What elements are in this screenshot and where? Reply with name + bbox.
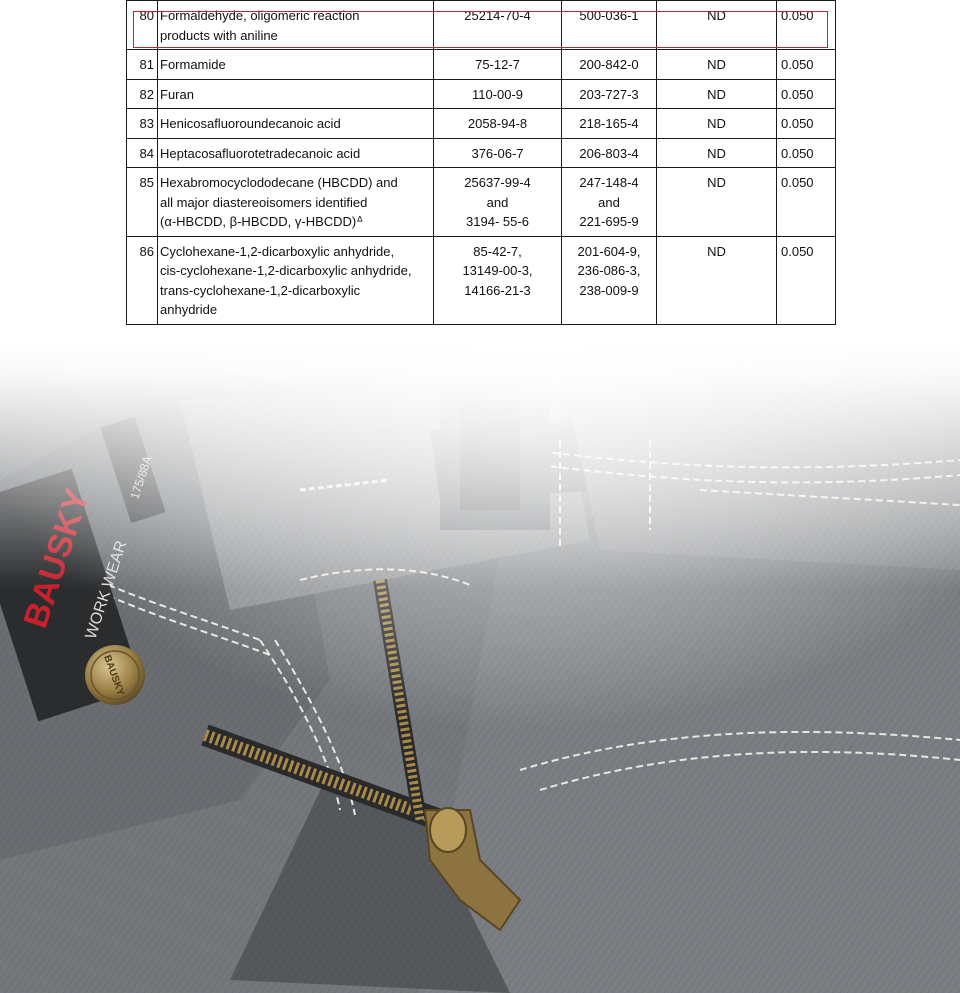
cas-number-line: 25637-99-4 <box>464 175 531 190</box>
ec-number <box>562 168 657 237</box>
table-row <box>127 1 836 50</box>
substance-name-line: Formamide <box>160 57 226 72</box>
substance-name-line: Formaldehyde, oligomeric reaction <box>160 8 360 23</box>
product-photo <box>0 340 960 993</box>
limit-value: 0.050 <box>777 168 836 237</box>
substance-name <box>158 236 434 324</box>
cas-number <box>434 1 562 50</box>
substance-name <box>158 168 434 237</box>
row-number: 85 <box>127 168 158 237</box>
substance-table <box>126 0 836 325</box>
limit-value: 0.050 <box>777 50 836 80</box>
ec-number-line: 247-148-4 <box>579 175 639 190</box>
table-row <box>127 79 836 109</box>
cas-number <box>434 79 562 109</box>
ec-number <box>562 79 657 109</box>
table-row <box>127 236 836 324</box>
ec-number-line: and <box>598 194 620 210</box>
limit-value: 0.050 <box>777 109 836 139</box>
substance-name-line: Hexabromocyclododecane (HBCDD) and <box>160 175 398 190</box>
substance-name <box>158 50 434 80</box>
limit-value: 0.050 <box>777 1 836 50</box>
substance-name <box>158 79 434 109</box>
test-result: ND <box>657 168 777 237</box>
limit-value: 0.050 <box>777 138 836 168</box>
row-number: 84 <box>127 138 158 168</box>
ec-number-line: 200-842-0 <box>579 57 639 72</box>
substance-name-line: cis-cyclohexane-1,2-dicarboxylic anhydride, <box>160 263 412 278</box>
ec-number-line: 218-165-4 <box>579 116 639 131</box>
cas-number <box>434 50 562 80</box>
substance-name-line: all major diastereoisomers identified <box>160 194 368 210</box>
substance-name-line: products with aniline <box>160 27 278 43</box>
table-row <box>127 109 836 139</box>
cas-number-line: 25214-70-4 <box>464 8 531 23</box>
test-result: ND <box>657 79 777 109</box>
ec-number <box>562 50 657 80</box>
ec-number <box>562 109 657 139</box>
test-result: ND <box>657 236 777 324</box>
ec-number-line: 221-695-9 <box>579 214 639 229</box>
test-result: ND <box>657 138 777 168</box>
ec-number <box>562 138 657 168</box>
cas-number-line: 3194- 55-6 <box>466 214 529 229</box>
substance-name-line: Heptacosafluorotetradecanoic acid <box>160 145 361 161</box>
cas-number <box>434 109 562 139</box>
ec-number-line: 238-009-9 <box>579 282 639 298</box>
cas-number-line: 376-06-7 <box>471 145 524 161</box>
ec-number <box>562 236 657 324</box>
limit-value: 0.050 <box>777 236 836 324</box>
substance-name-line: trans-cyclohexane-1,2-dicarboxylic <box>160 282 361 298</box>
row-number: 82 <box>127 79 158 109</box>
row-number: 83 <box>127 109 158 139</box>
substance-name-line: Furan <box>160 86 194 102</box>
cas-number-line: 13149-00-3, <box>462 263 533 278</box>
table-row <box>127 168 836 237</box>
test-result: ND <box>657 1 777 50</box>
ec-number-line: 500-036-1 <box>579 8 639 23</box>
ec-number-line: 203-727-3 <box>579 86 639 102</box>
substance-name-line: Cyclohexane-1,2-dicarboxylic anhydride, <box>160 243 395 259</box>
cas-number-line: 75-12-7 <box>475 57 520 72</box>
cas-number-line: 110-00-9 <box>471 86 524 102</box>
cas-number-line: 85-42-7, <box>473 243 522 259</box>
ec-number-line: 206-803-4 <box>579 145 639 161</box>
cas-number <box>434 168 562 237</box>
cas-number-line: and <box>486 194 509 210</box>
cas-number <box>434 236 562 324</box>
substance-table-container <box>126 0 835 325</box>
test-result: ND <box>657 109 777 139</box>
cas-number <box>434 138 562 168</box>
row-number: 81 <box>127 50 158 80</box>
substance-name <box>158 1 434 50</box>
table-row <box>127 50 836 80</box>
row-number: 80 <box>127 1 158 50</box>
ec-number-line: 201-604-9, <box>577 243 641 259</box>
substance-name <box>158 138 434 168</box>
ec-number-line: 236-086-3, <box>577 263 641 278</box>
substance-name <box>158 109 434 139</box>
substance-name-line: (α-HBCDD, β-HBCDD, γ-HBCDD)ᐞ <box>160 214 364 229</box>
ec-number <box>562 1 657 50</box>
substance-name-line: Henicosafluoroundecanoic acid <box>160 116 341 131</box>
row-number: 86 <box>127 236 158 324</box>
test-result: ND <box>657 50 777 80</box>
table-row <box>127 138 836 168</box>
cas-number-line: 14166-21-3 <box>464 282 531 298</box>
substance-name-line: anhydride <box>160 302 218 317</box>
substance-table-body <box>127 1 836 325</box>
cas-number-line: 2058-94-8 <box>467 116 528 131</box>
limit-value: 0.050 <box>777 79 836 109</box>
